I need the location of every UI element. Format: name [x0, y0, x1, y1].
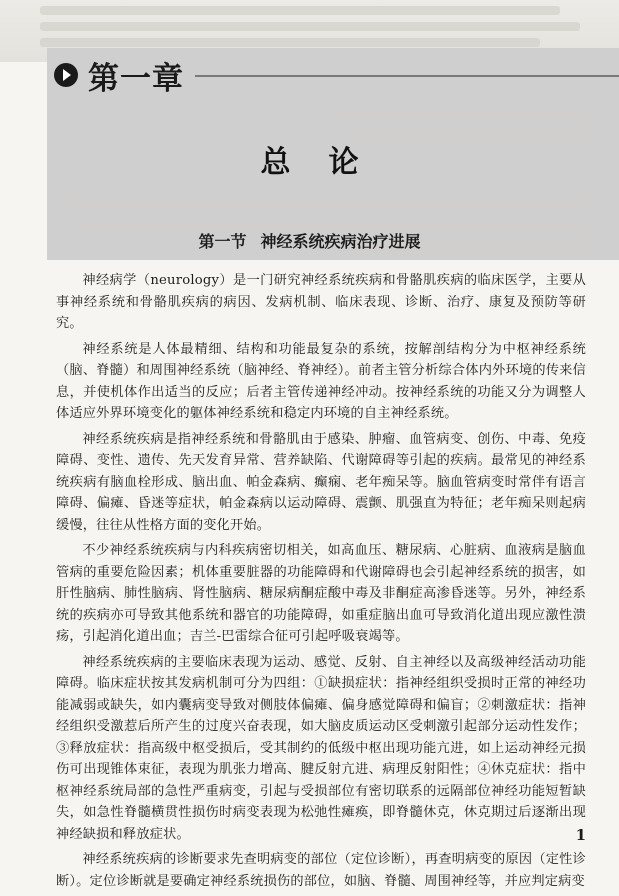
bleed-through-line [40, 6, 560, 15]
page-number: 1 [575, 826, 586, 844]
section-number: 第一节 [198, 232, 247, 251]
section-heading: 神经系统疾病治疗进展 [260, 232, 421, 251]
chapter-rule [195, 75, 619, 77]
play-circle-icon [54, 63, 78, 87]
chapter-title: 总论 [260, 145, 397, 180]
paragraph: 不少神经系统疾病与内科疾病密切相关，如高血压、糖尿病、心脏病、血液病是脑血管病的重要危险因素；机体重要脏器的功能障碍和代谢障碍也会引起神经系统的损害，如肝性脑病、肺性脑病、肾性脑病、糖尿病酮症酸中毒及非酮症高渗昏迷等。另外，神经系统的疾病亦可导致其他系统和器官的功能障碍，如重症脑出血可导致消化道出现应激性溃疡，引起消化道出血；吉兰-巴雷综合征可引起呼吸衰竭等。 [56, 543, 586, 644]
paragraph: 神经系统疾病是指神经系统和骨骼肌由于感染、肿瘤、血管病变、创伤、中毒、免疫障碍、变性、遗传、先天发育异常、营养缺陷、代谢障碍等引起的疾病。最常见的神经系统疾病有脑血栓形成、脑出血、帕金森病、癫痫、老年痴呆等。脑血管病变时常伴有语言障碍、偏瘫、昏迷等症状，帕金森病以运动障碍、震颤、肌强直为特征；老年痴呆则起病缓慢，往往从性格方面的变化开始。 [56, 431, 586, 533]
paragraph: 神经系统是人体最精细、结构和功能最复杂的系统，按解剖结构分为中枢神经系统（脑、脊髓）和周围神经系统（脑神经、脊神经）。前者主管分析综合体内外环境的传来信息，并使机体作出适当的反应；后者主管传递神经冲动。按神经系统的功能又分为调整人体适应外界环境变化的躯体神经系统和稳定内环境的自主神经系统。 [56, 341, 586, 421]
chapter-label: 第一章 [88, 60, 184, 97]
bleed-through-line [67, 198, 587, 207]
body-text [56, 270, 586, 896]
paragraph: 神经系统疾病的诊断要求先查明病变的部位（定位诊断），再查明病变的原因（定性诊断）。定位诊断就是要确定神经系统损伤的部位，如脑、脊髓、周围神经等，并应判定病变 [56, 852, 586, 889]
bleed-through-line [40, 38, 540, 47]
paragraph: 神经系统疾病的主要临床表现为运动、感觉、反射、自主神经以及高级神经活动功能障碍。临床症状按其发病机制可分为四组：①缺损症状：指神经组织受损时正常的神经功能减弱或缺失，如内囊病变导致对侧肢体偏瘫、偏身感觉障碍和偏盲；②刺激症状：指神经组织受激惹后所产生的过度兴奋表现，如大脑皮质运动区受刺激引起部分运动性发作；③释放症状：指高级中枢受损后，受其制约的低级中枢出现功能亢进，如上运动神经元损伤可出现锥体束征，表现为肌张力增高、腱反射亢进、病理反射阳性；④休克症状：指中枢神经系统局部的急性严重病变，引起与受损部位有密切联系的远隔部位神经功能短暂缺失，如急性脊髓横贯性损伤时病变表现为松弛性瘫痪，即脊髓休克，休克期过后逐渐出现神经缺损和释放症状。 [56, 654, 586, 842]
chapter-header [54, 55, 194, 95]
section-title [0, 229, 619, 252]
bleed-through-line [327, 110, 587, 119]
bleed-through-line [40, 22, 580, 31]
paragraph: 神经病学（neurology）是一门研究神经系统疾病和骨骼肌疾病的临床医学，主要从事神经系统和骨骼肌疾病的病因、发病机制、临床表现、诊断、治疗、康复及预防等研究。 [56, 273, 586, 331]
bleed-through-line [67, 220, 587, 229]
